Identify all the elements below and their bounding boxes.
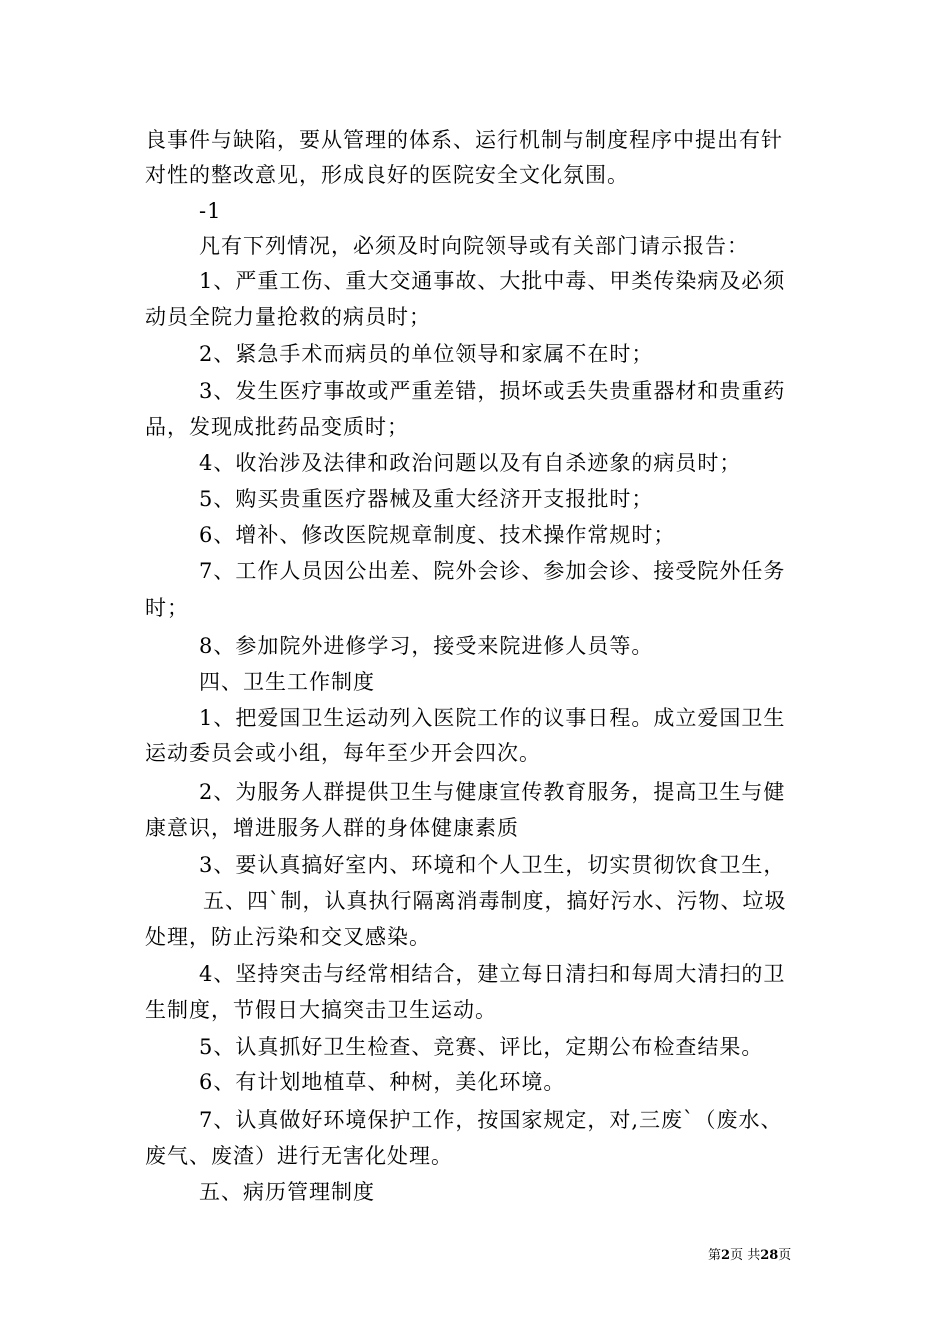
body-text-line: 处理，防止污染和交叉感染。 bbox=[145, 925, 431, 949]
body-text-line: 五、四`制，认真执行隔离消毒制度，搞好污水、污物、垃圾 bbox=[203, 889, 787, 913]
section-heading: 四、卫生工作制度 bbox=[199, 670, 375, 694]
list-item: 7、认真做好环境保护工作，按国家规定，对,三废`（废水、 bbox=[199, 1108, 783, 1132]
list-item: 6、有计划地植草、种树，美化环境。 bbox=[199, 1070, 566, 1094]
list-item: 2、紧急手术而病员的单位领导和家属不在时； bbox=[199, 342, 654, 366]
body-text-line: 凡有下列情况，必须及时向院领导或有关部门请示报告： bbox=[199, 234, 749, 258]
body-text-line: 时； bbox=[145, 596, 189, 620]
list-item: 4、收治涉及法律和政治问题以及有自杀迹象的病员时； bbox=[199, 451, 742, 475]
list-item: 3、发生医疗事故或严重差错，损坏或丢失贵重器材和贵重药 bbox=[199, 379, 786, 403]
list-item: 2、为服务人群提供卫生与健康宣传教育服务，提高卫生与健 bbox=[199, 780, 786, 804]
footer-middle: 页 共 bbox=[730, 1248, 761, 1263]
body-text-line: 品，发现成批药品变质时； bbox=[145, 415, 409, 439]
section-heading: 五、病历管理制度 bbox=[199, 1180, 375, 1204]
list-item: 5、购买贵重医疗器械及重大经济开支报批时； bbox=[199, 487, 654, 511]
body-text-line: 运动委员会或小组，每年至少开会四次。 bbox=[145, 741, 541, 765]
footer-prefix: 第 bbox=[708, 1248, 722, 1263]
list-item: 5、认真抓好卫生检查、竞赛、评比，定期公布检查结果。 bbox=[199, 1035, 764, 1059]
body-text-line: 康意识，增进服务人群的身体健康素质 bbox=[145, 816, 519, 840]
current-page-number: 2 bbox=[721, 1248, 731, 1263]
list-item: 3、要认真搞好室内、环境和个人卫生，切实贯彻饮食卫生， bbox=[199, 853, 786, 877]
list-item: 8、参加院外进修学习，接受来院进修人员等。 bbox=[199, 634, 654, 658]
list-item: 1、严重工伤、重大交通事故、大批中毒、甲类传染病及必须 bbox=[199, 269, 786, 293]
list-item: 7、工作人员因公出差、院外会诊、参加会诊、接受院外任务 bbox=[199, 559, 786, 583]
body-text-line: 生制度，节假日大搞突击卫生运动。 bbox=[145, 998, 497, 1022]
body-text-line: 良事件与缺陷，要从管理的体系、运行机制与制度程序中提出有针 bbox=[145, 128, 783, 152]
body-text-line: -1 bbox=[199, 199, 222, 223]
footer-suffix: 页 bbox=[778, 1248, 792, 1263]
page-footer bbox=[708, 1247, 791, 1265]
list-item: 1、把爱国卫生运动列入医院工作的议事日程。成立爱国卫生 bbox=[199, 706, 786, 730]
list-item: 4、坚持突击与经常相结合，建立每日清扫和每周大清扫的卫 bbox=[199, 962, 786, 986]
body-text-line: 对性的整改意见，形成良好的医院安全文化氛围。 bbox=[145, 163, 629, 187]
list-item: 6、增补、修改医院规章制度、技术操作常规时； bbox=[199, 523, 676, 547]
body-text-line: 废气、废渣）进行无害化处理。 bbox=[145, 1144, 453, 1168]
total-pages-number: 28 bbox=[760, 1248, 779, 1263]
body-text-line: 动员全院力量抢救的病员时； bbox=[145, 305, 431, 329]
